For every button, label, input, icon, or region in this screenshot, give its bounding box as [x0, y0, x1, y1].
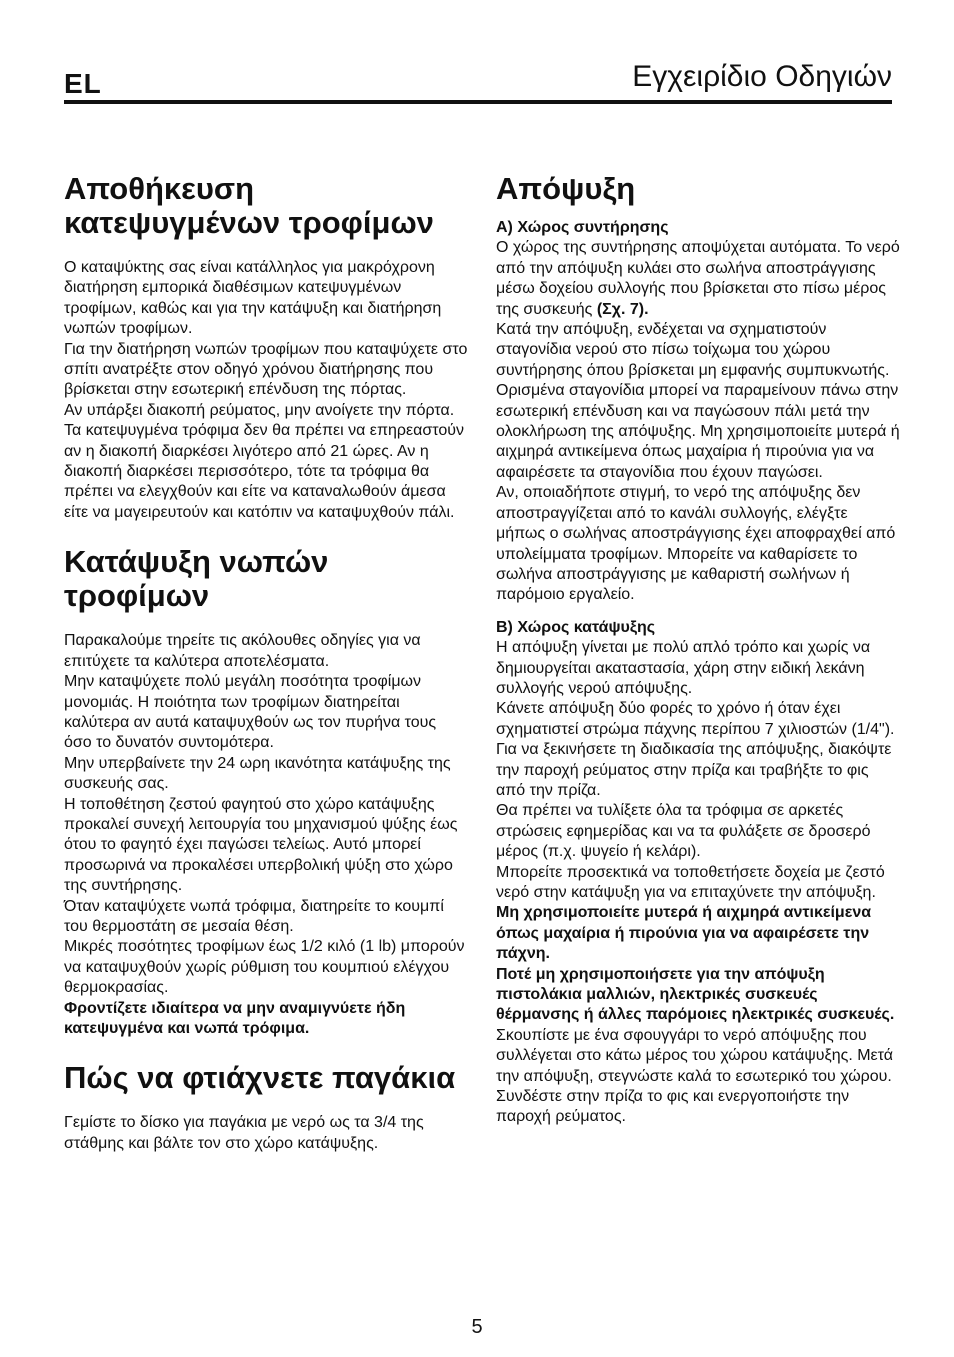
fridge-text-body: Κατά την απόψυξη, ενδέχεται να σχηματιστούν σταγονίδια νερού στο πίσω τοίχωμα του χώρου συντήρησης όπου βρίσκεται μη εμφανής συμπυκνωτής. Ορισμένα σταγονίδια μπορεί να παραμείνουν πάνω στην εσωτερική επένδυση και να παγώσουν πάλι μετά την ολοκλήρωση της απόψυξης. Μη χρησιμοποιείτε μυτερά ή αιχμηρά αντικείμενα όπως μαχαίρια ή πιρούνια για να αφαιρέσετε τα σταγονίδια που έχουν παγώσει. Αν, οποιαδήποτε στιγμή, το νερό της απόψυξης δεν αποστραγγίζεται από το κανάλι συλλογής, ελέγξτε μήπως ο σωλήνας αποστράγγισης έχει αποφραχθεί από υπολείμματα τροφίμων. Μπορείτε να καθαρίσετε το σωλήνα αποστράγγισης με καθαριστή σωλήνων ή παρόμοιο εργαλείο.: [496, 321, 900, 604]
header-divider: [64, 100, 892, 104]
section-text-freezing: Παρακαλούμε τηρείτε τις ακόλουθες οδηγίες για να επιτύχετε τα καλύτερα αποτελέσματα. Μην καταψύχετε πολύ μεγάλη ποσότητα τροφίμων μονομιάς. Η ποιότητα των τροφίμων διατηρείται καλύτερα αν αυτά καταψυχθούν ως τον πυρήνα τους όσο το δυνατόν συντομότερα. Μην υπερβαίνετε την 24 ωρη ικανότητα κατάψυξης της συσκευής σας. Η τοποθέτηση ζεστού φαγητού στο χώρο κατάψυξης προκαλεί συνεχή λειτουργία του μηχανισμού ψύξης έως ότου το φαγητό έχει παγώσει τελείως. Αυτό μπορεί προσωρινά να προκαλέσει υπερβολική ψύξη στο χώρο της συντήρησης. Όταν καταψύχετε νωπά τρόφιμα, διατηρείτε το κουμπί του θερμοστάτη σε μεσαία θέση. Μικρές ποσότητες τροφίμων έως 1/2 κιλό (1 lb) μπορούν να καταψυχθούν χωρίς ρύθμιση του κουμπιού ελέγχου θερμοκρασίας.: [64, 632, 465, 997]
section-freezing: [64, 545, 468, 1039]
subsection-text-fridge: [496, 238, 900, 605]
subsection-text-freezer-end: Σκουπίστε με ένα σφουγγάρι το νερό απόψυξης που συλλέγεται στο κάτω μέρος του χώρου κατάψυξης. Μετά την απόψυξη, στεγνώστε καλά το εσωτερικό του χώρου. Συνδέστε στην πρίζα το φις και ενεργοποιήστε την παροχή ρεύματος.: [496, 1026, 894, 1126]
subsection-fridge: [496, 218, 900, 606]
section-heading-storage: Αποθήκευση κατεψυγμένων τροφίμων: [64, 171, 434, 240]
subsection-text-freezer: Η απόψυξη γίνεται με πολύ απλό τρόπο και χωρίς να δημιουργείται ακαταστασία, χάρη στην ειδική λεκάνη συλλογής νερού απόψυξης. Κάνετε απόψυξη δύο φορές το χρόνο ή όταν έχει σχηματιστεί στρώμα πάχνης περίπου 7 χιλιοστών (1/4"). Για να ξεκινήσετε τη διαδικασία της απόψυξης, διακόψτε την παροχή ρεύματος στην πρίζα και τραβήξτε το φις από την πρίζα. Θα πρέπει να τυλίξετε όλα τα τρόφιμα σε αρκετές στρώσεις εφημερίδας και να τα φυλάξετε σε δροσερό μέρος (π.χ. ψυγείο ή κελάρι). Μπορείτε προσεκτικά να τοποθετήσετε δοχεία με ζεστό νερό στην κατάψυξη για να επιταχύνετε την απόψυξη.: [496, 639, 895, 901]
warning-electric-devices: Ποτέ μη χρησιμοποιήσετε για την απόψυξη πιστολάκια μαλλιών, ηλεκτρικές συσκευές θέρμανσης ή άλλες παρόμοιες ηλεκτρικές συσκευές.: [496, 965, 895, 1024]
figure-reference: (Σχ. 7).: [596, 300, 649, 318]
subsection-title-freezer: B) Χώρος κατάψυξης: [496, 618, 656, 636]
section-heading-freezing: Κατάψυξη νωπών τροφίμων: [64, 544, 329, 614]
language-code: EL: [64, 68, 102, 99]
fridge-text-intro: Ο χώρος της συντήρησης αποψύχεται αυτόματα. Το νερό από την απόψυξη κυλάει στο σωλήνα αποστράγγισης μέσω δοχείου συλλογής που βρίσκεται στο πίσω μέρος της συσκευής: [496, 239, 900, 318]
section-heading-defrost: Απόψυξη: [496, 171, 636, 206]
warning-sharp-objects: Μη χρησιμοποιείτε μυτερά ή αιχμηρά αντικείμενα όπως μαχαίρια ή πιρούνια για να αφαιρέσετε την πάχνη.: [496, 904, 872, 963]
section-heading-ice-cubes: Πώς να φτιάχνετε παγάκια: [64, 1060, 456, 1096]
section-warning-freezing: Φροντίζετε ιδιαίτερα να μην αναμιγνύετε ήδη κατεψυγμένα και νωπά τρόφιμα.: [64, 999, 406, 1037]
manual-title: Εγχειρίδιο Οδηγιών: [632, 60, 892, 93]
right-column: [496, 172, 900, 1128]
section-text-storage: Ο καταψύκτης σας είναι κατάλληλος για μακρόχρονη διατήρηση εμπορικά διαθέσιμων κατεψυγμένων τροφίμων, καθώς και για την κατάψυξη και διατήρηση νωπών τροφίμων. Για την διατήρηση νωπών τροφίμων που καταψύχετε στο σπίτι ανατρέξτε στον οδηγό χρόνου διατήρησης που βρίσκεται στην εσωτερική επένδυση της πόρτας. Αν υπάρξει διακοπή ρεύματος, μην ανοίγετε την πόρτα. Τα κατεψυγμένα τρόφιμα δεν θα πρέπει να επηρεαστούν αν η διακοπή διαρκέσει λιγότερο από 21 ώρες. Αν η διακοπή διαρκέσει περισσότερο, τότε τα τρόφιμα θα πρέπει να ελεγχθούν και είτε να καταναλωθούν άμεσα είτε να μαγειρευτούν και κατόπιν να καταψυχθούν πάλι.: [64, 259, 468, 521]
subsection-title-fridge: A) Χώρος συντήρησης: [496, 219, 669, 236]
section-text-ice-cubes: Γεμίστε το δίσκο για παγάκια με νερό ως τα 3/4 της στάθμης και βάλτε τον στο χώρο κατάψυξης.: [64, 1114, 424, 1152]
section-ice-cubes: [64, 1061, 468, 1154]
subsection-freezer: [496, 618, 900, 1128]
left-column: [64, 172, 468, 1154]
section-storage: [64, 172, 468, 523]
page-number: 5: [471, 1316, 483, 1338]
